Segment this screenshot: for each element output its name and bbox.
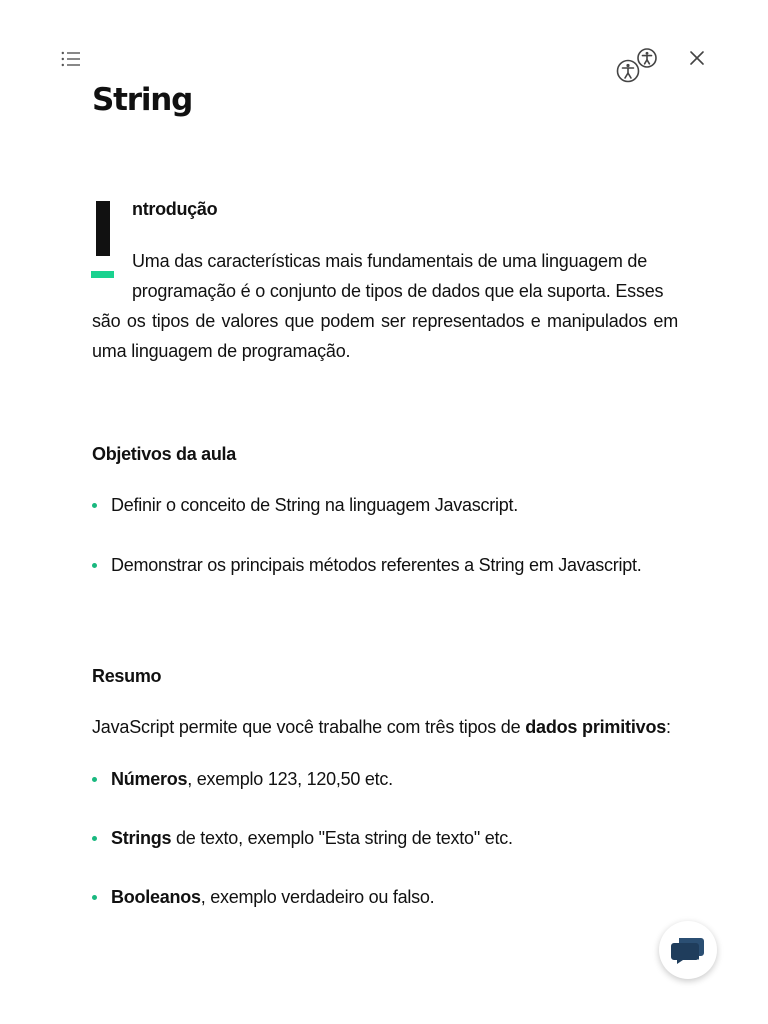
dropcap-accent-bar [91,271,114,278]
list-item [92,495,678,555]
item-bold: Strings [111,828,172,848]
bullet-dot [92,503,97,508]
objectives-heading: Objetivos da aula [92,444,236,464]
objective-text: Definir o conceito de String na linguagem Javascript. [111,495,518,515]
accessibility-icon [612,44,662,86]
objective-text: Demonstrar os principais métodos referentes a String em Javascript. [111,555,642,575]
objectives-list [92,495,678,585]
intro-heading: ntrodução [132,199,218,219]
list-item [92,555,678,585]
item-text: de texto, exemplo "Esta string de texto" etc. [171,828,513,848]
intro-paragraph-line1: Uma das características mais fundamentais de uma linguagem de [132,251,648,271]
summary-text: JavaScript permite que você trabalhe com três tipos de [92,717,526,737]
bullet-dot [92,836,97,841]
intro-paragraph-rest: são os tipos de valores que podem ser representados e manipulados em uma linguagem de programação. [92,311,678,361]
bullet-dot [92,563,97,568]
chat-icon [671,935,705,965]
item-bold: Números [111,769,188,789]
page-title: String [92,82,193,118]
summary-intro [92,712,692,742]
summary-list [92,769,678,917]
summary-text-end: : [666,717,671,737]
close-button[interactable] [684,45,710,71]
accessibility-button[interactable] [612,44,662,86]
bullet-dot [92,777,97,782]
list-item [92,828,678,887]
table-of-contents-button[interactable] [58,46,84,72]
bullet-dot [92,895,97,900]
chat-button[interactable] [659,921,717,979]
dropcap-letter [96,201,110,256]
item-text: , exemplo 123, 120,50 etc. [187,769,393,789]
list-item [92,769,678,828]
item-bold: Booleanos [111,887,201,907]
list-item [92,887,678,917]
summary-heading: Resumo [92,666,162,686]
item-text: , exemplo verdadeiro ou falso. [200,887,435,907]
close-icon [689,50,705,66]
intro-paragraph-line2: programação é o conjunto de tipos de dados que ela suporta. Esses [132,281,664,301]
list-icon [61,51,81,67]
summary-bold-text: dados primitivos [525,717,667,737]
